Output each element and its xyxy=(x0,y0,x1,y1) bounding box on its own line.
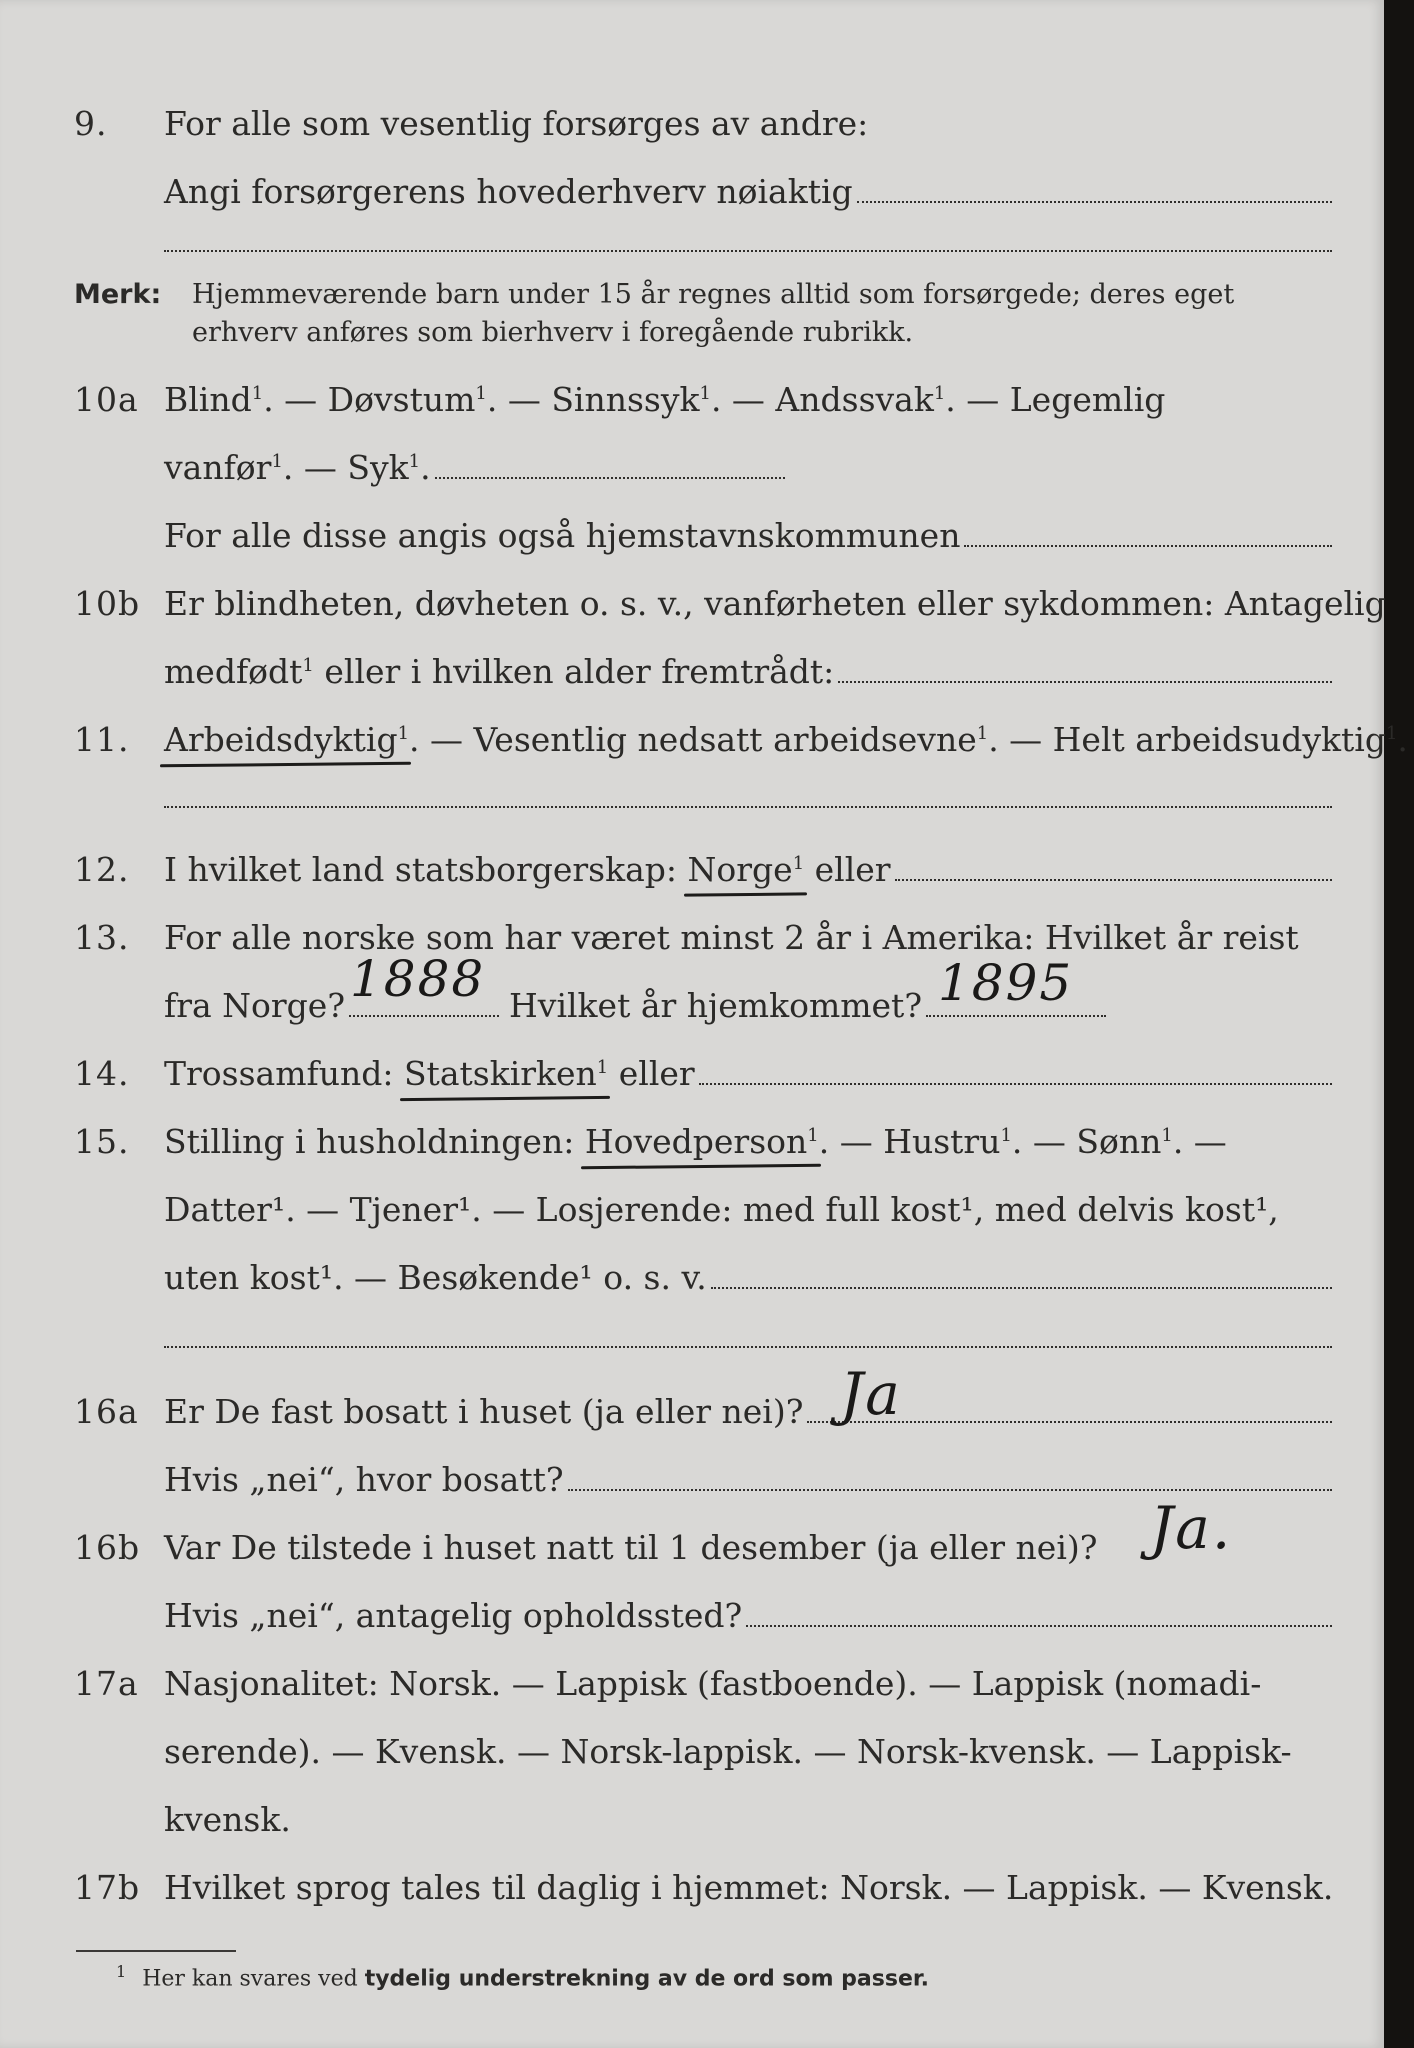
answer-field[interactable] xyxy=(164,806,1332,808)
footnote-rule xyxy=(76,1950,236,1952)
question-number: 17b xyxy=(74,1868,141,1907)
note-label: Merk: xyxy=(74,279,162,310)
answer-field[interactable] xyxy=(164,1346,1332,1348)
question-10b-line-2: medfødt$^1$ eller i hvilken alder fremtrådt: xyxy=(0,644,1384,704)
answer-field-year-returned[interactable] xyxy=(926,1015,1106,1017)
answer-field[interactable] xyxy=(711,1287,1332,1289)
question-10b: 10b Er blindheten, døvheten o. s. v., vanførheten eller sykdommen: Antagelig xyxy=(74,584,1386,623)
question-text: Angi forsørgerens hovederhverv nøiaktig xyxy=(164,172,853,211)
question-number: 15. xyxy=(74,1122,130,1161)
footnote: $^1$ Her kan svares ved tydelig understrekning av de ord som passer. xyxy=(116,1962,929,1992)
question-17a-line-3: kvensk. xyxy=(164,1800,291,1839)
question-text: For alle som vesentlig forsørges av andre: xyxy=(164,104,869,143)
question-10a-line-2: vanfør$^1$. — Syk$^1$. xyxy=(0,440,1384,500)
question-13: 13. For alle norske som har været minst 2 år i Amerika: Hvilket år reist xyxy=(74,918,1299,957)
question-10a: 10a Blind$^1$. — Døvstum$^1$. — Sinnssyk$^1$. — Andssvak$^1$. — Legemlig xyxy=(74,380,1166,419)
question-15-line-3: uten kost¹. — Besøkende¹ o. s. v. xyxy=(0,1250,1384,1310)
question-12: 12. I hvilket land statsborgerskap: Norge$^1$ eller xyxy=(0,842,1384,902)
handwritten-year-returned: 1895 xyxy=(938,954,1074,1012)
question-14: 14. Trossamfund: Statskirken$^1$ eller xyxy=(0,1046,1384,1106)
question-17a: 17a Nasjonalitet: Norsk. — Lappisk (fastboende). — Lappisk (nomadi- xyxy=(74,1664,1262,1703)
question-number: 17a xyxy=(74,1664,139,1703)
handwritten-answer: Ja. xyxy=(1150,1494,1233,1562)
answer-field[interactable] xyxy=(699,1083,1332,1085)
question-16b: 16b Var De tilstede i huset natt til 1 desember (ja eller nei)? xyxy=(0,1520,1384,1580)
question-number: 11. xyxy=(74,720,130,759)
handwritten-year-left: 1888 xyxy=(350,950,486,1008)
note-text: Hjemmeværende barn under 15 år regnes alltid som forsørgede; deres eget erhverv anføres som bierhverv i foregående rubrikk. xyxy=(192,279,1235,348)
question-16a: 16a Er De fast bosatt i huset (ja eller nei)? xyxy=(0,1384,1384,1444)
answer-field-year-left[interactable] xyxy=(349,1015,499,1017)
underlined-answer[interactable]: Hovedperson$^1$ xyxy=(584,1122,819,1161)
answer-field[interactable] xyxy=(435,477,785,479)
answer-field[interactable] xyxy=(568,1489,1332,1491)
question-number: 16a xyxy=(74,1392,139,1431)
question-number: 16b xyxy=(74,1528,141,1567)
question-15: 15. Stilling i husholdningen: Hovedperson$^1$. — Hustru$^1$. — Sønn$^1$. — xyxy=(74,1122,1227,1161)
question-15-line-2: Datter¹. — Tjener¹. — Losjerende: med full kost¹, med delvis kost¹, xyxy=(164,1190,1279,1229)
answer-field[interactable] xyxy=(746,1625,1332,1627)
answer-field[interactable] xyxy=(857,201,1332,203)
question-number: 13. xyxy=(74,918,130,957)
question-number: 10b xyxy=(74,584,141,623)
underlined-answer[interactable]: Statskirken$^1$ xyxy=(403,1054,609,1093)
answer-field[interactable] xyxy=(164,250,1332,252)
question-9 xyxy=(0,96,1384,156)
question-16b-line-2: Hvis „nei“, antagelig opholdssted? xyxy=(0,1588,1384,1648)
question-10a-line-3: For alle disse angis også hjemstavnskommunen xyxy=(0,508,1384,568)
answer-field[interactable] xyxy=(895,879,1332,881)
handwritten-answer: Ja xyxy=(840,1360,902,1428)
question-11: 11. Arbeidsdyktig$^1$. — Vesentlig nedsatt arbeidsevne$^1$. — Helt arbeidsudyktig$^1$. xyxy=(74,720,1408,759)
question-number: 12. xyxy=(74,850,130,889)
question-9-line-2 xyxy=(0,164,1384,224)
question-number: 14. xyxy=(74,1054,130,1093)
answer-field[interactable] xyxy=(964,545,1332,547)
question-number: 9. xyxy=(74,104,108,143)
answer-field[interactable] xyxy=(838,681,1332,683)
question-number: 10a xyxy=(74,380,139,419)
question-13-line-2: fra Norge? Hvilket år hjemkommet? xyxy=(0,978,1384,1038)
question-17b: 17b Hvilket sprog tales til daglig i hjemmet: Norsk. — Lappisk. — Kvensk. xyxy=(74,1868,1334,1907)
underlined-answer[interactable]: Arbeidsdyktig$^1$ xyxy=(164,720,410,759)
question-17a-line-2: serende). — Kvensk. — Norsk-lappisk. — Norsk-kvensk. — Lappisk- xyxy=(164,1732,1292,1771)
question-16a-line-2: Hvis „nei“, hvor bosatt? xyxy=(0,1452,1384,1512)
underlined-answer[interactable]: Norge$^1$ xyxy=(687,850,805,889)
